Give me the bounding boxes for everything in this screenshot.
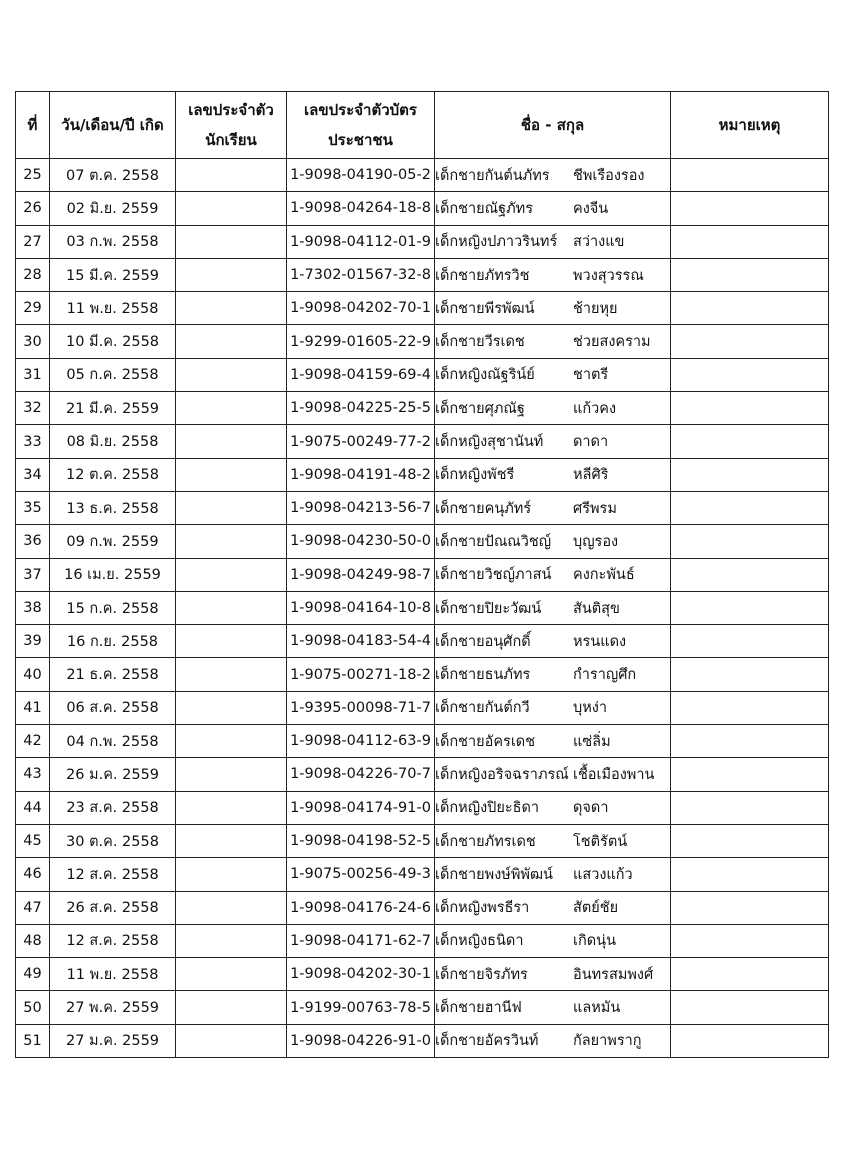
row-number: 45 <box>16 824 50 857</box>
row-number: 47 <box>16 891 50 924</box>
last-name: แก้วคง <box>573 400 617 417</box>
full-name <box>435 824 671 857</box>
student-id <box>176 591 287 624</box>
student-id <box>176 924 287 957</box>
birth-date: 05 ก.ค. 2558 <box>50 358 176 391</box>
last-name: ดาดา <box>573 434 609 451</box>
full-name <box>435 292 671 325</box>
last-name: สัตย์ชัย <box>573 900 619 917</box>
citizen-id: 1-9098-04190-05-2 <box>287 159 435 192</box>
student-id <box>176 358 287 391</box>
full-name <box>435 258 671 291</box>
table-row <box>16 791 829 824</box>
header-citizen-id-line2: ประชาชน <box>328 131 393 149</box>
birth-date: 10 มี.ค. 2558 <box>50 325 176 358</box>
row-number: 26 <box>16 192 50 225</box>
birth-date: 06 ส.ค. 2558 <box>50 691 176 724</box>
first-name: เด็กหญิงอริจฉราภรณ์ <box>435 766 569 783</box>
student-id <box>176 325 287 358</box>
row-number: 49 <box>16 958 50 991</box>
first-name: เด็กชายอัครเดช <box>435 733 536 750</box>
row-number: 39 <box>16 625 50 658</box>
birth-date: 07 ต.ค. 2558 <box>50 159 176 192</box>
citizen-id: 1-9098-04249-98-7 <box>287 558 435 591</box>
last-name: สว่างแข <box>573 234 625 251</box>
header-row <box>16 92 829 159</box>
table-row <box>16 591 829 624</box>
remark <box>671 958 829 991</box>
citizen-id: 1-9098-04225-25-5 <box>287 392 435 425</box>
row-number: 43 <box>16 758 50 791</box>
row-number: 34 <box>16 458 50 491</box>
full-name <box>435 891 671 924</box>
birth-date: 21 ธ.ค. 2558 <box>50 658 176 691</box>
last-name: บุญรอง <box>573 533 619 550</box>
birth-date: 11 พ.ย. 2558 <box>50 292 176 325</box>
first-name: เด็กชายอัครวินท์ <box>435 1033 539 1050</box>
remark <box>671 591 829 624</box>
citizen-id: 1-9098-04191-48-2 <box>287 458 435 491</box>
table-row <box>16 258 829 291</box>
remark <box>671 991 829 1024</box>
header-student-id <box>176 92 287 159</box>
table-row <box>16 924 829 957</box>
first-name: เด็กหญิงณัฐริน์ย์ <box>435 367 535 384</box>
remark <box>671 824 829 857</box>
remark <box>671 225 829 258</box>
full-name <box>435 658 671 691</box>
table-row <box>16 159 829 192</box>
remark <box>671 1024 829 1057</box>
remark <box>671 658 829 691</box>
first-name: เด็กชายธนภัทร <box>435 667 531 684</box>
full-name <box>435 691 671 724</box>
remark <box>671 791 829 824</box>
full-name <box>435 725 671 758</box>
citizen-id: 1-9098-04112-01-9 <box>287 225 435 258</box>
last-name: ชีพเรืองรอง <box>573 167 645 184</box>
birth-date: 21 มี.ค. 2559 <box>50 392 176 425</box>
first-name: เด็กชายภัทรเดช <box>435 833 536 850</box>
table-row <box>16 558 829 591</box>
table-row <box>16 425 829 458</box>
last-name: ดุจดา <box>573 800 609 817</box>
remark <box>671 425 829 458</box>
student-id <box>176 491 287 524</box>
birth-date: 12 ส.ค. 2558 <box>50 858 176 891</box>
citizen-id: 1-9098-04183-54-4 <box>287 625 435 658</box>
birth-date: 04 ก.พ. 2558 <box>50 725 176 758</box>
student-id <box>176 258 287 291</box>
table-row <box>16 225 829 258</box>
full-name <box>435 525 671 558</box>
table-row <box>16 691 829 724</box>
table-row <box>16 758 829 791</box>
remark <box>671 258 829 291</box>
header-citizen-id-line1: เลขประจำตัวบัตร <box>304 101 417 119</box>
table-row <box>16 991 829 1024</box>
row-number: 31 <box>16 358 50 391</box>
last-name: สันติสุข <box>573 600 620 617</box>
student-id <box>176 791 287 824</box>
row-number: 42 <box>16 725 50 758</box>
row-number: 25 <box>16 159 50 192</box>
first-name: เด็กหญิงพรธีรา <box>435 900 530 917</box>
table-header <box>16 92 829 159</box>
last-name: ศรีพรม <box>573 500 617 517</box>
citizen-id: 1-9098-04112-63-9 <box>287 725 435 758</box>
student-roster-table <box>15 91 829 1058</box>
birth-date: 08 มิ.ย. 2558 <box>50 425 176 458</box>
remark <box>671 924 829 957</box>
birth-date: 15 มี.ค. 2559 <box>50 258 176 291</box>
student-id <box>176 392 287 425</box>
last-name: ช่วยสงคราม <box>573 334 651 351</box>
header-remark: หมายเหตุ <box>671 92 829 159</box>
first-name: เด็กชายปัณณวิชญ์ <box>435 533 552 550</box>
first-name: เด็กชายฮานีฟ <box>435 1000 522 1017</box>
birth-date: 16 เม.ย. 2559 <box>50 558 176 591</box>
student-id <box>176 891 287 924</box>
birth-date: 23 ส.ค. 2558 <box>50 791 176 824</box>
row-number: 50 <box>16 991 50 1024</box>
citizen-id: 1-9075-00249-77-2 <box>287 425 435 458</box>
remark <box>671 325 829 358</box>
birth-date: 16 ก.ย. 2558 <box>50 625 176 658</box>
first-name: เด็กชายวีรเดช <box>435 334 525 351</box>
last-name: กำราญศึก <box>573 667 637 684</box>
birth-date: 27 พ.ค. 2559 <box>50 991 176 1024</box>
table-row <box>16 858 829 891</box>
row-number: 51 <box>16 1024 50 1057</box>
table-row <box>16 325 829 358</box>
remark <box>671 858 829 891</box>
remark <box>671 458 829 491</box>
first-name: เด็กชายกันต์กวี <box>435 700 530 717</box>
last-name: หลีศิริ <box>573 467 609 484</box>
birth-date: 26 ส.ค. 2558 <box>50 891 176 924</box>
header-citizen-id <box>287 92 435 159</box>
row-number: 37 <box>16 558 50 591</box>
student-id <box>176 558 287 591</box>
student-id <box>176 458 287 491</box>
last-name: ช้ายหุย <box>573 300 618 317</box>
full-name <box>435 958 671 991</box>
row-number: 28 <box>16 258 50 291</box>
student-id <box>176 691 287 724</box>
citizen-id: 1-9098-04213-56-7 <box>287 491 435 524</box>
remark <box>671 558 829 591</box>
full-name <box>435 1024 671 1057</box>
table-row <box>16 725 829 758</box>
table-row <box>16 525 829 558</box>
citizen-id: 1-9098-04159-69-4 <box>287 358 435 391</box>
full-name <box>435 358 671 391</box>
first-name: เด็กหญิงปภาวรินทร์ <box>435 234 558 251</box>
full-name <box>435 558 671 591</box>
table-row <box>16 958 829 991</box>
citizen-id: 1-7302-01567-32-8 <box>287 258 435 291</box>
student-id <box>176 658 287 691</box>
birth-date: 13 ธ.ค. 2558 <box>50 491 176 524</box>
full-name <box>435 924 671 957</box>
student-id <box>176 725 287 758</box>
table-row <box>16 824 829 857</box>
first-name: เด็กชายณัฐภัทร <box>435 200 533 217</box>
citizen-id: 1-9075-00256-49-3 <box>287 858 435 891</box>
row-number: 32 <box>16 392 50 425</box>
birth-date: 30 ต.ค. 2558 <box>50 824 176 857</box>
student-id <box>176 225 287 258</box>
birth-date: 02 มิ.ย. 2559 <box>50 192 176 225</box>
remark <box>671 358 829 391</box>
citizen-id: 1-9395-00098-71-7 <box>287 691 435 724</box>
row-number: 29 <box>16 292 50 325</box>
remark <box>671 691 829 724</box>
full-name <box>435 325 671 358</box>
table-row <box>16 358 829 391</box>
last-name: อินทรสมพงศ์ <box>573 966 654 983</box>
student-id <box>176 824 287 857</box>
table-row <box>16 491 829 524</box>
student-id <box>176 758 287 791</box>
full-name <box>435 625 671 658</box>
citizen-id: 1-9098-04202-70-1 <box>287 292 435 325</box>
citizen-id: 1-9098-04174-91-0 <box>287 791 435 824</box>
birth-date: 26 ม.ค. 2559 <box>50 758 176 791</box>
full-name <box>435 758 671 791</box>
last-name: ชาตรี <box>573 367 609 384</box>
last-name: กัลยาพรากู <box>573 1033 642 1050</box>
row-number: 41 <box>16 691 50 724</box>
header-no: ที่ <box>16 92 50 159</box>
citizen-id: 1-9299-01605-22-9 <box>287 325 435 358</box>
full-name <box>435 991 671 1024</box>
row-number: 30 <box>16 325 50 358</box>
first-name: เด็กชายวิชญ์ภาสน์ <box>435 567 552 584</box>
citizen-id: 1-9098-04230-50-0 <box>287 525 435 558</box>
last-name: แซ่ลิ่ม <box>573 733 611 750</box>
row-number: 38 <box>16 591 50 624</box>
row-number: 48 <box>16 924 50 957</box>
row-number: 35 <box>16 491 50 524</box>
student-id <box>176 159 287 192</box>
remark <box>671 758 829 791</box>
student-id <box>176 958 287 991</box>
full-name <box>435 392 671 425</box>
row-number: 27 <box>16 225 50 258</box>
full-name <box>435 159 671 192</box>
last-name: หรนแดง <box>573 633 627 650</box>
student-id <box>176 192 287 225</box>
table-row <box>16 458 829 491</box>
citizen-id: 1-9098-04226-91-0 <box>287 1024 435 1057</box>
citizen-id: 1-9098-04264-18-8 <box>287 192 435 225</box>
student-id <box>176 991 287 1024</box>
first-name: เด็กชายกันต์นภัทร <box>435 167 550 184</box>
last-name: คงจีน <box>573 200 609 217</box>
full-name <box>435 591 671 624</box>
last-name: เกิดนุ่น <box>573 933 616 950</box>
remark <box>671 891 829 924</box>
table-row <box>16 292 829 325</box>
remark <box>671 491 829 524</box>
first-name: เด็กหญิงปิยะธิดา <box>435 800 540 817</box>
citizen-id: 1-9098-04198-52-5 <box>287 824 435 857</box>
first-name: เด็กหญิงพัชรี <box>435 467 515 484</box>
full-name <box>435 425 671 458</box>
first-name: เด็กชายพีรพัฒน์ <box>435 300 535 317</box>
table-body <box>16 159 829 1058</box>
remark <box>671 192 829 225</box>
first-name: เด็กชายอนุศักดิ์ <box>435 633 531 650</box>
row-number: 40 <box>16 658 50 691</box>
last-name: พวงสุวรรณ <box>573 267 644 284</box>
table-row <box>16 1024 829 1057</box>
first-name: เด็กหญิงสุชานันท์ <box>435 434 544 451</box>
table-row <box>16 392 829 425</box>
citizen-id: 1-9098-04226-70-7 <box>287 758 435 791</box>
table-row <box>16 192 829 225</box>
remark <box>671 725 829 758</box>
last-name: บุหง่า <box>573 700 607 717</box>
student-id <box>176 1024 287 1057</box>
remark <box>671 392 829 425</box>
header-student-id-line1: เลขประจำตัว <box>188 101 274 119</box>
last-name: เชื้อเมืองพาน <box>573 766 655 783</box>
last-name: โชติรัตน์ <box>573 833 628 850</box>
full-name <box>435 225 671 258</box>
citizen-id: 1-9075-00271-18-2 <box>287 658 435 691</box>
table-row <box>16 891 829 924</box>
student-id <box>176 425 287 458</box>
first-name: เด็กชายพงษ์พิพัฒน์ <box>435 866 553 883</box>
citizen-id: 1-9199-00763-78-5 <box>287 991 435 1024</box>
student-id <box>176 525 287 558</box>
remark <box>671 625 829 658</box>
birth-date: 27 ม.ค. 2559 <box>50 1024 176 1057</box>
remark <box>671 292 829 325</box>
student-id <box>176 625 287 658</box>
first-name: เด็กชายศุภณัฐ <box>435 400 525 417</box>
table-row <box>16 658 829 691</box>
student-id <box>176 858 287 891</box>
full-name <box>435 791 671 824</box>
citizen-id: 1-9098-04202-30-1 <box>287 958 435 991</box>
header-name: ชื่อ - สกุล <box>435 92 671 159</box>
student-id <box>176 292 287 325</box>
remark <box>671 525 829 558</box>
birth-date: 12 ต.ค. 2558 <box>50 458 176 491</box>
last-name: แลหมัน <box>573 1000 621 1017</box>
citizen-id: 1-9098-04171-62-7 <box>287 924 435 957</box>
first-name: เด็กหญิงธนิดา <box>435 933 524 950</box>
first-name: เด็กชายคนุภัทร์ <box>435 500 532 517</box>
row-number: 46 <box>16 858 50 891</box>
citizen-id: 1-9098-04176-24-6 <box>287 891 435 924</box>
last-name: แสวงแก้ว <box>573 866 633 883</box>
birth-date: 12 ส.ค. 2558 <box>50 924 176 957</box>
full-name <box>435 491 671 524</box>
row-number: 44 <box>16 791 50 824</box>
full-name <box>435 858 671 891</box>
first-name: เด็กชายภัทรวิช <box>435 267 530 284</box>
row-number: 36 <box>16 525 50 558</box>
remark <box>671 159 829 192</box>
header-dob: วัน/เดือน/ปี เกิด <box>50 92 176 159</box>
first-name: เด็กชายปิยะวัฒน์ <box>435 600 542 617</box>
birth-date: 15 ก.ค. 2558 <box>50 591 176 624</box>
birth-date: 09 ก.พ. 2559 <box>50 525 176 558</box>
birth-date: 03 ก.พ. 2558 <box>50 225 176 258</box>
last-name: คงกะพันธ์ <box>573 567 635 584</box>
citizen-id: 1-9098-04164-10-8 <box>287 591 435 624</box>
row-number: 33 <box>16 425 50 458</box>
full-name <box>435 192 671 225</box>
first-name: เด็กชายจิรภัทร <box>435 966 528 983</box>
birth-date: 11 พ.ย. 2558 <box>50 958 176 991</box>
header-student-id-line2: นักเรียน <box>205 131 257 149</box>
full-name <box>435 458 671 491</box>
table-row <box>16 625 829 658</box>
